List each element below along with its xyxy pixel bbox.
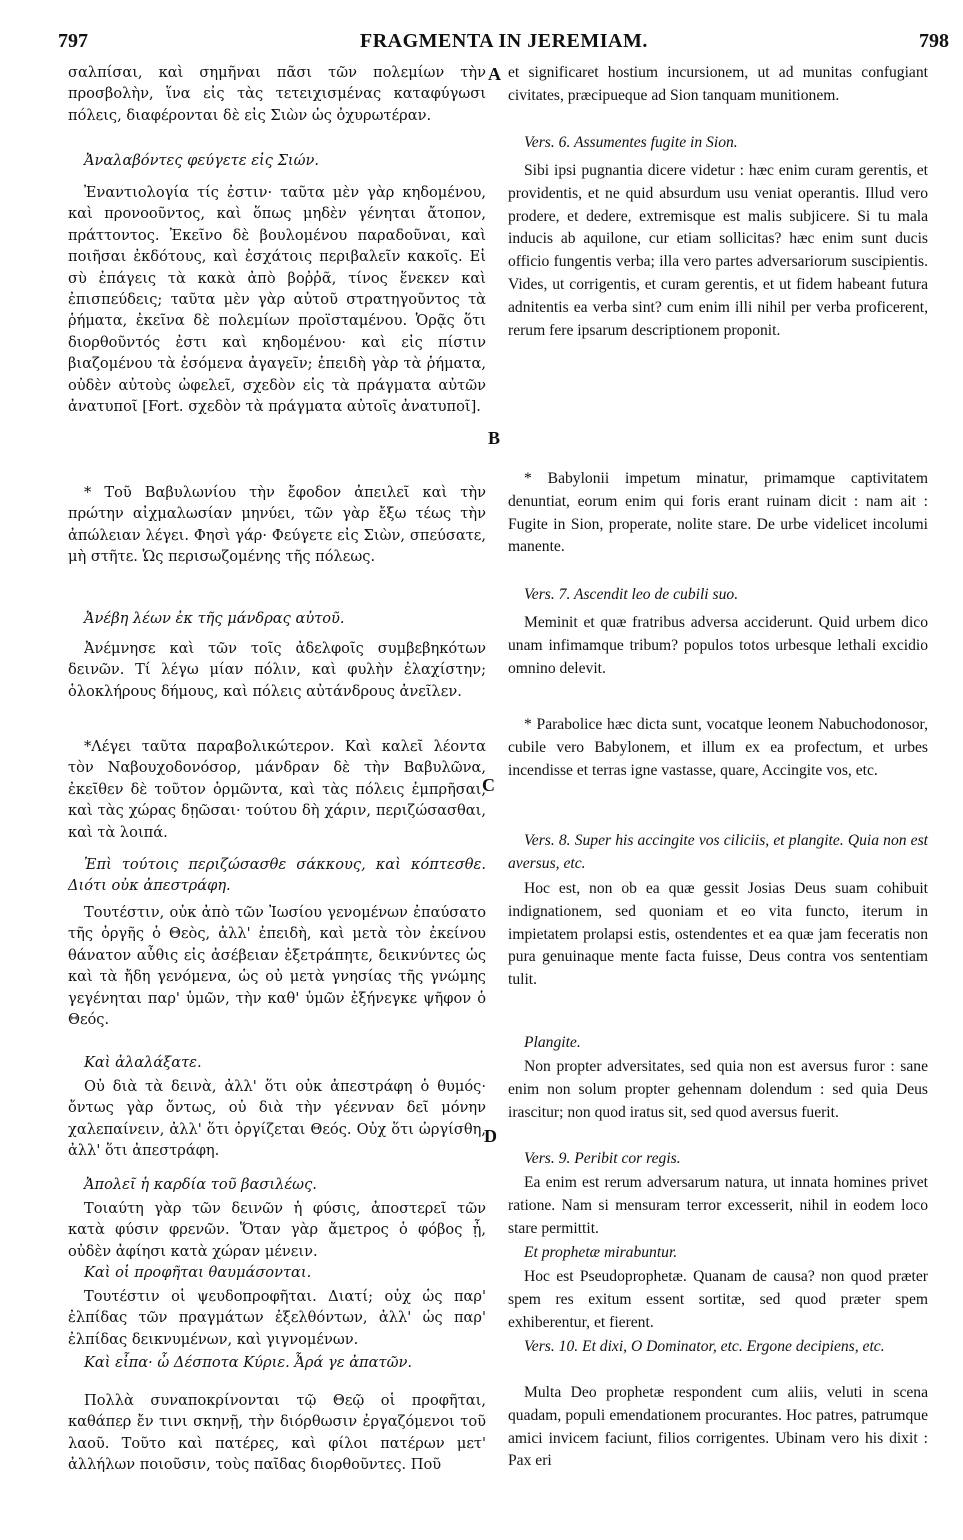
latin-lemma: Vers. 6. Assumentes fugite in Sion. (524, 134, 738, 151)
latin-para: Non propter adversitates, sed quia non est aversus furor : sane enim non solum propter gehennam dolendum : sed quia Deus irascitur; non quod iratus sit, sed quod aversus fuerit. (508, 1058, 928, 1121)
page-title: FRAGMENTA IN JEREMIAM. (360, 30, 648, 52)
margin-mark-b: B (488, 428, 501, 448)
greek-lemma: Ἀναλαβόντες φεύγετε εἰς Σιών. (84, 152, 320, 169)
greek-lemma: Ἐπὶ τούτοις περιζώσασθε σάκκους, καὶ κόπτεσθε. Διότι οὐκ ἀπεστράφη. (68, 856, 486, 895)
greek-para: Τοιαύτη γὰρ τῶν δεινῶν ἡ φύσις, ἀποστερεῖ τῶν κατὰ φύσιν φρενῶν. Ὅταν γὰρ ἄμετρος ὁ φόβος ᾖ, οὐδὲν ἀφίησι κατὰ χώραν μένειν. (68, 1200, 486, 1260)
latin-para: * Parabolice hæc dicta sunt, vocatque leonem Nabuchodonosor, cubile vero Babylonem, et illum ex ea profectum, et urbes incendisse et terras igne vastasse, quare, Accingite vos, etc. (508, 716, 928, 779)
greek-lemma: Καὶ ἀλαλάξατε. (84, 1054, 202, 1071)
greek-para: Οὐ διὰ τὰ δεινὰ, ἀλλ' ὅτι οὐκ ἀπεστράφη ὁ θυμός· ὄντως γὰρ ὄντως, οὐ διὰ τὴν γέενναν δεῖ μόνην χαλεπαίνειν, ἀλλ' ὅτι ὀργίζεται Θεός. Οὐχ ὅτι ὠργίσθη, ἀλλ' ὅτι ἀπεστράφη. (68, 1078, 486, 1160)
latin-para: Hoc est, non ob ea quæ gessit Josias Deus suam cohibuit indignationem, sed quoniam et eo vita functo, iterum in impietatem prolapsi estis, ostendentes et ea quæ jam feceratis non pura genuinaque mente facta fuisse, Deus contra vos sententiam tulit. (508, 880, 928, 989)
latin-lemma: Vers. 10. Et dixi, O Dominator, etc. Ergone decipiens, etc. (524, 1338, 885, 1355)
greek-para: Τουτέστιν οἱ ψευδοπροφῆται. Διατί; οὐχ ὡς παρ' ἐλπίδας τῶν πραγμάτων ἐξελθόντων, ἀλλ' ὡς παρ' ἐλπίδας δεικνυμένων, καὶ γιγνομένων. (68, 1288, 486, 1348)
greek-para: Ἀνέμνησε καὶ τῶν τοῖς ἀδελφοῖς συμβεβηκότων δεινῶν. Τί λέγω μίαν πόλιν, καὶ φυλὴν ἐλαχίστην; ὁλοκλήρους δήμους, καὶ πόλεις αὐτάνδρους ἀνεῖλεν. (68, 640, 486, 700)
page-number-left: 797 (58, 30, 88, 52)
greek-para: Πολλὰ συναποκρίνονται τῷ Θεῷ οἱ προφῆται, καθάπερ ἔν τινι σκηνῇ, τὴν διόρθωσιν ἐργαζόμενοι τοῦ λαοῦ. Τοῦτο καὶ πατέρες, καὶ φίλοι πατέρων μετ' ἀλλήλων ποιοῦσιν, τοὺς παῖδας διορθοῦντες. Ποῦ (68, 1392, 486, 1474)
margin-mark-a: A (488, 64, 501, 84)
latin-lemma: Vers. 7. Ascendit leo de cubili suo. (524, 586, 739, 603)
latin-para: Meminit et quæ fratribus adversa acciderunt. Quid urbem dico unam infimamque tribum? populos totos urbesque lethali excidio omnino delevit. (508, 614, 928, 677)
page-number-right: 798 (919, 30, 949, 52)
running-header (0, 30, 963, 60)
greek-column (68, 62, 486, 1486)
greek-lemma: Ἀπολεῖ ἡ καρδία τοῦ βασιλέως. (84, 1176, 317, 1193)
greek-para: Τουτέστιν, οὐκ ἀπὸ τῶν Ἰωσίου γενομένων ἐπαύσατο τῆς ὀργῆς ὁ Θεὸς, ἀλλ' ἐπειδὴ, καὶ μετὰ τὸν ἐκείνου θάνατον αὖθις εἰς ἀσέβειαν ἐξετράπητε, δεικνύντες ὡς καὶ τὰ ἤδη γενόμενα, ὡς οὐ μετὰ γνησίας τῆς γνώμης γεγένηται παρ' ὑμῶν, τὴν καθ' ὑμῶν ἐξήνεγκε ψῆφον ὁ Θεός. (68, 904, 486, 1029)
margin-mark-d: D (484, 1126, 497, 1146)
latin-lemma: Plangite. (524, 1034, 581, 1051)
greek-para: Ἐναντιολογία τίς ἐστιν· ταῦτα μὲν γὰρ κηδομένου, καὶ προνοοῦντος, καὶ ὅπως μηδὲν γένηται ἄτοπον, πράττοντος. Ἐκεῖνο δὲ βουλομένου παραδοῦναι, καὶ ποιῆσαι ἐκδότους, καὶ ἐσχάτοις περιβαλεῖν κακοῖς. Εἰ σὺ ἐπάγεις τὰ κακὰ ἀπὸ βοῤῥᾶ, τίνος ἕνεκεν καὶ ἐπισπεύδεις; ταῦτα μὲν γὰρ αὐτοῦ στρατηγοῦντος τὰ ῥήματα, ἐκεῖνα δὲ πολεμίων προϊσταμένου. Ὁρᾷς ὅτι διορθοῦντός ἐστι καὶ κηδομένου· καὶ εἰς πίστιν βιαζομένου τὰ ἐσόμενα ἀγαγεῖν; ἐπειδὴ γὰρ τὰ ῥήματα, οὐδὲν αὐτοὺς ὠφελεῖ, σχεδὸν εἰς τὰ πράγματα αὐτῶν ἀνατυποῖ [Fort. σχεδὸν τὰ πράγματα αὐτοῖς ἀνατυποῖ]. (68, 184, 486, 416)
greek-lemma: Ἀνέβη λέων ἐκ τῆς μάνδρας αὐτοῦ. (84, 610, 345, 627)
latin-column (508, 62, 928, 1478)
latin-para: Ea enim est rerum adversarum natura, ut innata homines privet ratione. Nam si mensuram terror excesserit, nihil in eodem loco stare permittit. (508, 1174, 928, 1237)
margin-mark-c: C (482, 775, 495, 795)
greek-para: σαλπίσαι, καὶ σημῆναι πᾶσι τῶν πολεμίων τὴν προσβολὴν, ἵνα εἰς τὰς τετειχισμένας καταφύγωσι πόλεις, διαφέρονται δὲ εἰς Σιὼν ὡς ὀχυρωτέραν. (68, 64, 486, 124)
latin-para: Sibi ipsi pugnantia dicere videtur : hæc enim curam gerentis, et providentis, et ne quid absurdum usu veniat operantis. Illud vero prodere, et dedere, extremisque est malis subjicere. Si tu mala inducis ab aquilone, cur etiam sollicitas? hæc enim sunt ducis officio fungentis verba; illa vero partes adversariorum suscipientis. Vides, ut corrigentis, et curam gerentis, et ut fidem habeant futura adnitentis ea verba sint? cum enim illi nihil per verba proficerent, rerum fere ipsarum descriptionem proponit. (508, 162, 928, 339)
latin-para: Multa Deo prophetæ respondent cum aliis, veluti in scena quadam, populi emendationem procurantes. Hoc patres, patrumque amici invicem faciunt, filios corrigentes. Ubinam vero his dixit : Pax eri (508, 1384, 928, 1470)
greek-lemma: Καὶ οἱ προφῆται θαυμάσονται. (84, 1264, 312, 1281)
latin-para: Hoc est Pseudoprophetæ. Quanam de causa? non quod præter spem res exitum essent sortitæ, sed quod præter spem exhiberentur, et fierent. (508, 1268, 928, 1331)
latin-lemma: Vers. 8. Super his accingite vos ciliciis, et plangite. Quia non est aversus, etc. (508, 832, 928, 872)
latin-para: et significaret hostium incursionem, ut ad munitas confugiant civitates, præcipueque ad Sion tanquam munitionem. (508, 64, 928, 104)
greek-para: * Τοῦ Βαβυλωνίου τὴν ἔφοδον ἀπειλεῖ καὶ τὴν πρώτην αἰχμαλωσίαν μηνύει, τῶν γὰρ ἔξω τέως τὴν ἀπώλειαν λέγει. Φησὶ γάρ· Φεύγετε εἰς Σιὼν, σπεύσατε, μὴ στῆτε. Ὡς περισωζομένης τῆς πόλεως. (68, 484, 486, 566)
latin-lemma: Vers. 9. Peribit cor regis. (524, 1150, 681, 1167)
greek-para: *Λέγει ταῦτα παραβολικώτερον. Καὶ καλεῖ λέοντα τὸν Ναβουχοδονόσορ, μάνδραν δὲ τὴν Βαβυλῶνα, ἐκεῖθεν δὲ τοῦτον ὁρμῶντα, καὶ τὰς πόλεις ἐμπρῆσαι, καὶ τὰς χώρας δῃῶσαι· τούτου δὴ χάριν, περιζώσασθαι, καὶ τὰ λοιπά. (68, 738, 486, 841)
latin-para: * Babylonii impetum minatur, primamque captivitatem denuntiat, eorum enim qui foris erant ruinam dicit : nam ait : Fugite in Sion, properate, nolite stare. De urbe videlicet incolumi manente. (508, 470, 928, 556)
greek-lemma: Καὶ εἶπα· ὦ Δέσποτα Κύριε. Ἆρά γε ἀπατῶν. (84, 1354, 412, 1371)
latin-lemma: Et prophetæ mirabuntur. (524, 1244, 678, 1261)
